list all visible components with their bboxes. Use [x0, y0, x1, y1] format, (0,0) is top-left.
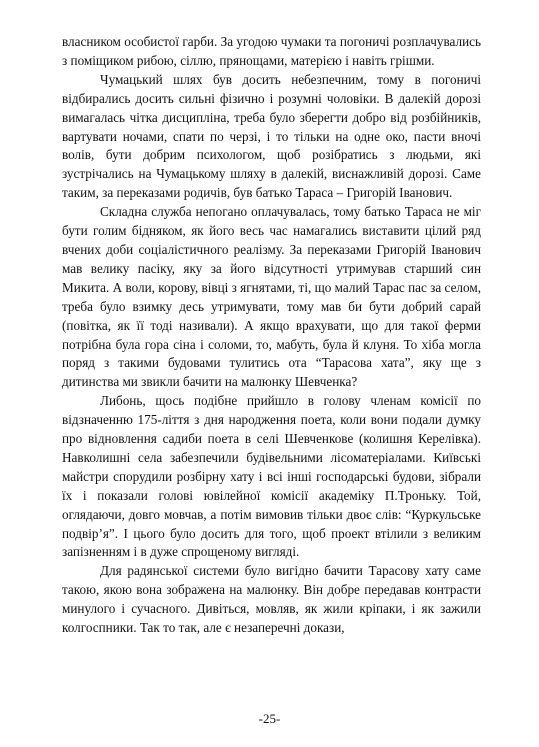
paragraph: Либонь, щось подібне прийшло в голову членам комісії по відзначенню 175-ліття з дня народження поета, коли вони подали думку про відновлення садиби поета в селі Шевченкове (колишня Керелівка). Навколишні села забезпечили будівельними лісоматеріалами. Київські майстри спорудили розбірну хату і всі інші господарські будови, зібрали їх і показали голові ювілейної комісії академіку П.Троньку. Той, оглядаючи, довго мовчав, а потім вимовив тільки двоє слів: “Куркульське подвір’я”. І цього було досить для того, щоб проект втілили з великим запізненням і в дуже спрощеному вигляді. — [62, 393, 481, 560]
paragraph: Для радянської системи було вигідно бачити Тарасову хату саме такою, якою вона зображена на малюнку. Він добре передавав контрасти минулого і сучасного. Дивіться, мовляв, як жили кріпаки, і як зажили колгоспники. Так то так, але є незаперечні докази, — [62, 563, 481, 636]
body-text — [62, 33, 481, 638]
paragraph: власником особистої гарби. За угодою чумаки та погоничі розплачувались з поміщиком рибою, сіллю, прянощами, матерією і навіть грішми. — [62, 34, 481, 68]
paragraph: Чумацький шлях був досить небезпечним, тому в погоничі відбирались досить сильні фізично і розумні чоловіки. В далекій дорозі вимагалась чітка дисципліна, треба було зберегти добро від розбійників, вартувати ночами, спати по черзі, і то тільки на одне око, пасти вночі волів, бути добрим психологом, щоб розібратись з людьми, які зустрічались на Чумацькому шляху в далекій, виснажливій дорозі. Саме таким, за переказами родичів, був батько Тараса – Григорій Іванович. — [62, 71, 481, 201]
paragraph: Складна служба непогано оплачувалась, тому батько Тараса не міг бути голим бідняком, як його весь час намагались виставити цілий ряд вчених доби соціалістичного реалізму. За переказами Григорій Іванович мав велику пасіку, яку за його відсутності утримував старший син Микита. А воли, корову, вівці з ягнятами, ті, що малий Тарас пас за селом, треба було взимку десь утримувати, тому мав би бути добрий сарай (повітка, як її тоді називали). А якщо врахувати, що для такої ферми потрібна була гора сіна і соломи, то, мабуть, була й клуня. То хіба могла поряд з такими будовами тулитись ота “Тарасова хата”, яку ще з дитинства ми звикли бачити на малюнку Шевченка? — [62, 204, 481, 390]
page-number: -25- — [258, 711, 281, 726]
